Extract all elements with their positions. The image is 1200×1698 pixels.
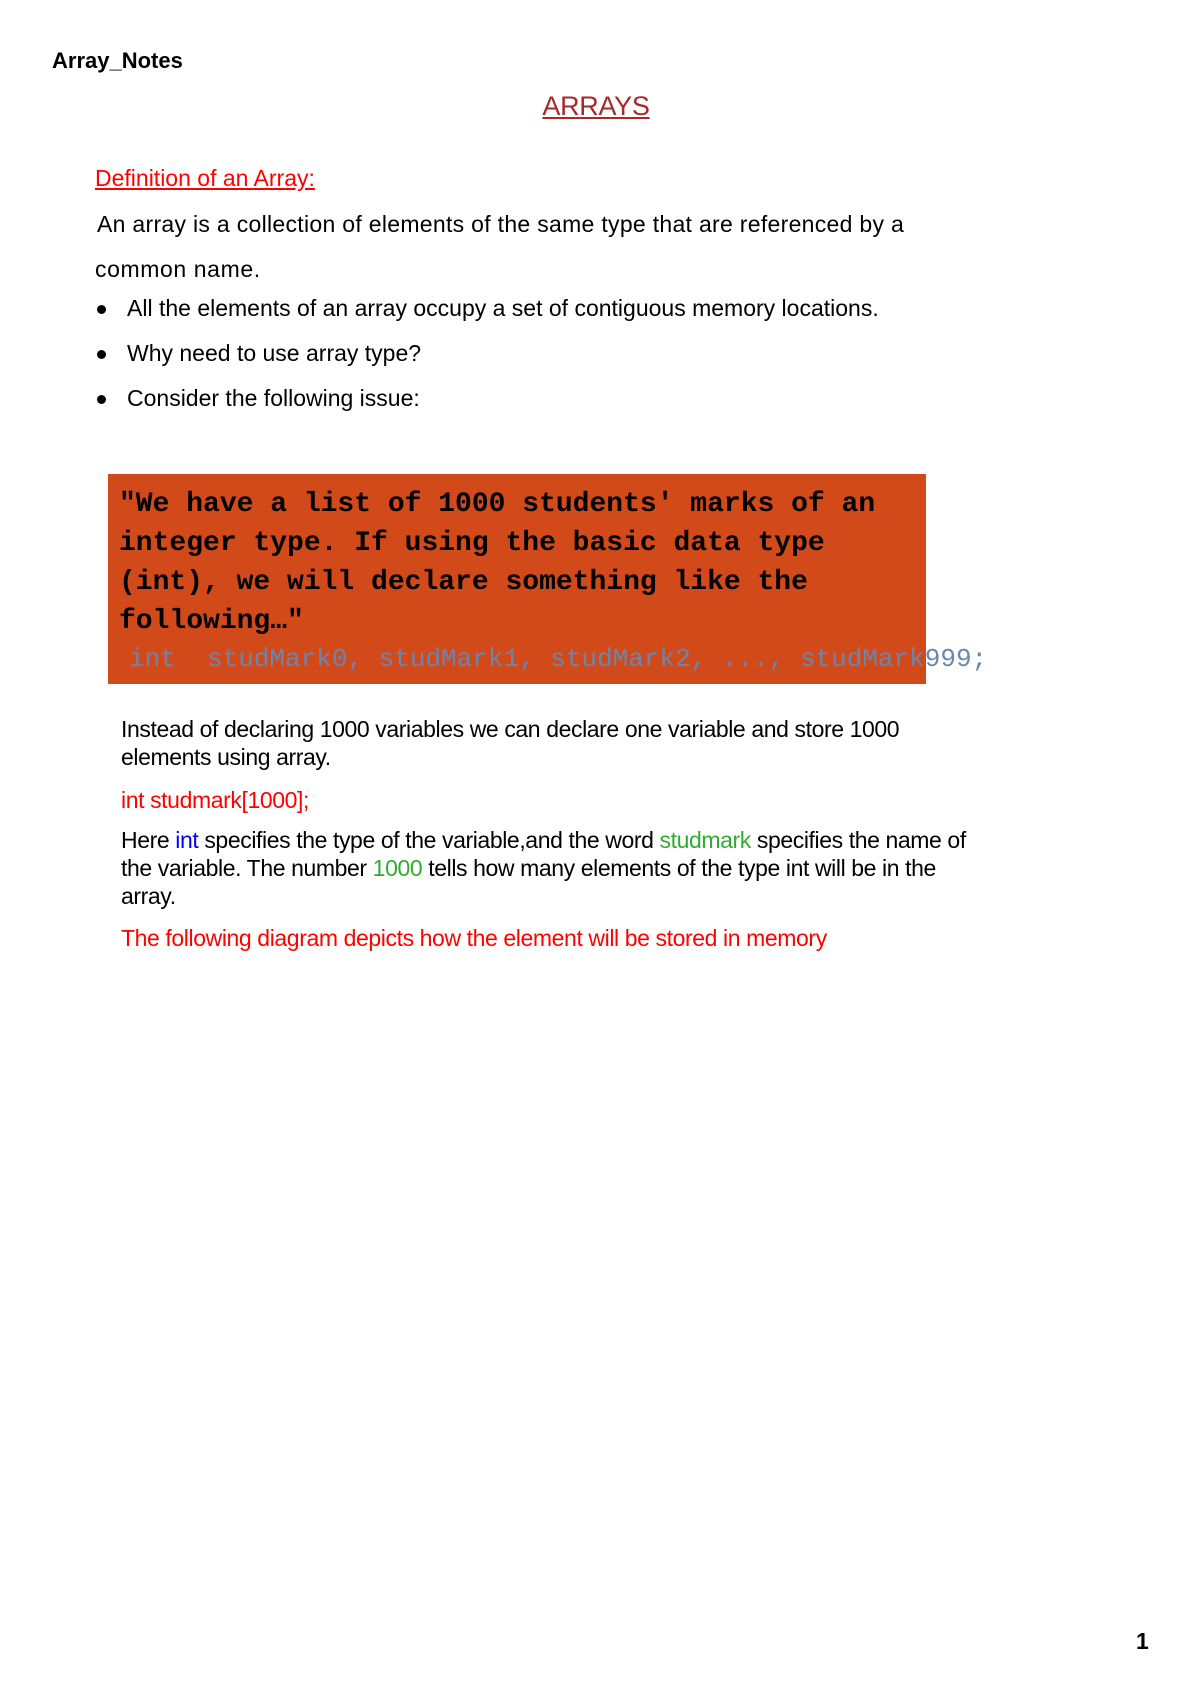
callout-code-keyword: int <box>129 644 176 674</box>
array-declaration: int studmark[1000]; <box>121 787 310 813</box>
explanation-text: tells how many elements of the type int will be in the array. <box>121 855 936 909</box>
bullet-text: Consider the following issue: <box>127 385 420 411</box>
keyword-int: int <box>175 827 199 853</box>
keyword-studmark: studmark <box>659 827 751 853</box>
document-header-title: Array_Notes <box>52 48 183 73</box>
callout-code <box>129 644 987 674</box>
definition-text-line2: common name. <box>95 256 261 282</box>
bullet-list <box>95 294 879 429</box>
explanation-paragraph <box>121 826 981 910</box>
bullet-text: Why need to use array type? <box>127 340 422 366</box>
callout-text: "We have a list of 1000 students' marks of an integer type. If using the basic data type (int), we will declare something like the following…" <box>119 489 892 637</box>
instead-paragraph: Instead of declaring 1000 variables we can declare one variable and store 1000 elements using array. <box>121 716 900 770</box>
explanation-text: specifies the name of the variable. The number <box>121 827 966 881</box>
list-item <box>95 294 879 339</box>
keyword-1000: 1000 <box>372 855 423 881</box>
list-item <box>95 339 879 384</box>
diagram-note: The following diagram depicts how the element will be stored in memory <box>121 925 827 951</box>
definition-heading: Definition of an Array: <box>95 165 315 191</box>
callout-code-declarations: studMark0, studMark1, studMark2, ..., studMark999; <box>175 644 988 674</box>
page-title: ARRAYS <box>542 91 650 121</box>
page-number: 1 <box>1136 1628 1149 1654</box>
bullet-icon <box>97 350 106 359</box>
callout-box <box>108 474 988 684</box>
bullet-icon <box>97 395 106 404</box>
list-item <box>95 384 879 429</box>
bullet-text: All the elements of an array occupy a set of contiguous memory locations. <box>127 295 879 321</box>
explanation-text: Here <box>121 827 176 853</box>
bullet-icon <box>97 305 106 314</box>
explanation-text: specifies the type of the variable,and the word <box>198 827 660 853</box>
definition-text-line1: An array is a collection of elements of the same type that are referenced by a <box>97 211 905 237</box>
